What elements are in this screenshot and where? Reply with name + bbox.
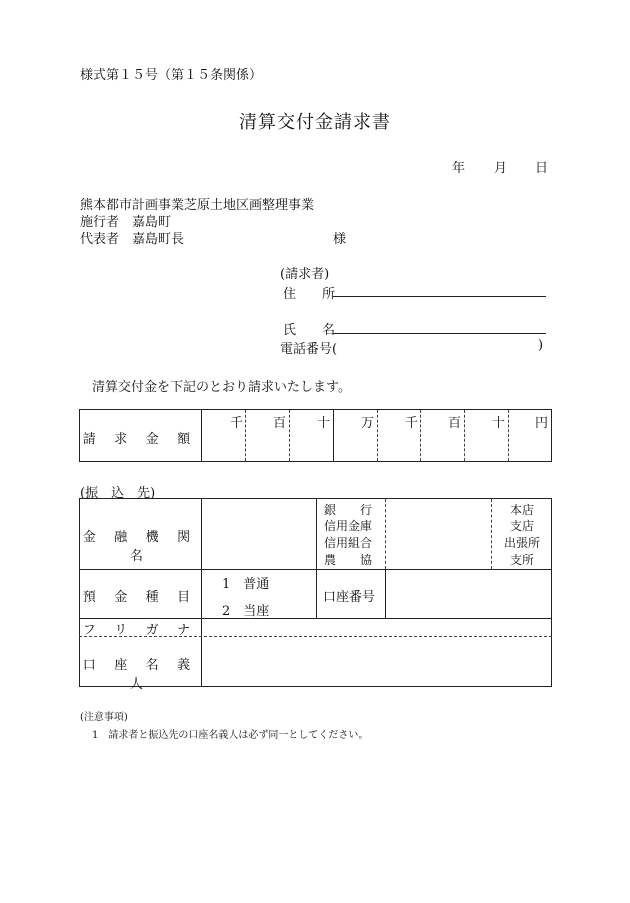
furigana-label: フ リ ガ ナ: [82, 623, 198, 638]
institution-label: 金 融 機 関 名: [82, 530, 198, 564]
form-number: 様式第１５号（第１５条関係）: [80, 68, 263, 83]
deposit-label: 預 金 種 目: [82, 590, 198, 605]
transfer-heading: (振 込 先): [80, 486, 156, 501]
name-label: 氏 名: [283, 323, 336, 338]
account-number-input[interactable]: [386, 570, 551, 617]
representative: 代表者 嘉島町長: [80, 232, 185, 247]
date-month: 月: [494, 161, 508, 176]
branch-type: 支所: [509, 553, 534, 567]
amount-unit: 千: [405, 416, 419, 431]
institution-type: 銀 行: [324, 503, 373, 517]
amount-unit: 百: [448, 416, 462, 431]
phone-label: 電話番号(: [280, 342, 338, 357]
furigana-input[interactable]: [202, 619, 551, 635]
amount-unit: 十: [492, 416, 506, 431]
honorific: 様: [333, 232, 347, 247]
date-year: 年: [452, 161, 466, 176]
note-item: 1 請求者と振込先の口座名義人は必ず同一としてください。: [92, 730, 369, 741]
document-title: 清算交付金請求書: [239, 112, 391, 133]
deposit-divider: [316, 569, 317, 618]
account-number-label: 口座番号: [323, 590, 376, 605]
phone-close: ): [538, 338, 544, 353]
requester-heading: (請求者): [280, 267, 330, 282]
amount-unit: 円: [535, 416, 549, 431]
branch-type: 出張所: [503, 536, 540, 550]
institution-type: 信用組合: [324, 536, 373, 550]
account-holder-input[interactable]: [202, 637, 551, 686]
amount-unit: 百: [273, 416, 287, 431]
deposit-option-ordinary[interactable]: 1 普通: [222, 577, 270, 592]
amount-input[interactable]: [202, 432, 551, 461]
amount-unit: 千: [230, 416, 244, 431]
phone-field[interactable]: [345, 338, 535, 354]
amount-label: 請 求 金 額: [82, 432, 198, 447]
branch-name-input[interactable]: [386, 499, 490, 569]
amount-unit: 十: [317, 416, 331, 431]
notes-heading: (注意事項): [80, 712, 128, 723]
institution-name-input[interactable]: [202, 499, 315, 569]
executor: 施行者 嘉島町: [80, 215, 172, 230]
project-name: 熊本都市計画事業芝原土地区画整理事業: [80, 198, 315, 213]
institution-type: 農 協: [324, 553, 373, 567]
institution-type: 信用金庫: [324, 519, 373, 533]
name-field[interactable]: [333, 333, 546, 334]
date-day: 日: [535, 161, 549, 176]
amount-unit: 万: [361, 416, 375, 431]
branch-type: 支店: [509, 519, 534, 533]
account-holder-label: 口 座 名 義 人: [82, 658, 198, 692]
address-field[interactable]: [333, 296, 546, 297]
branch-type: 本店: [509, 503, 534, 517]
request-statement: 清算交付金を下記のとおり請求いたします。: [92, 380, 351, 395]
address-label: 住 所: [283, 287, 336, 302]
deposit-option-current[interactable]: 2 当座: [222, 604, 270, 619]
inst-divider: [316, 498, 317, 569]
